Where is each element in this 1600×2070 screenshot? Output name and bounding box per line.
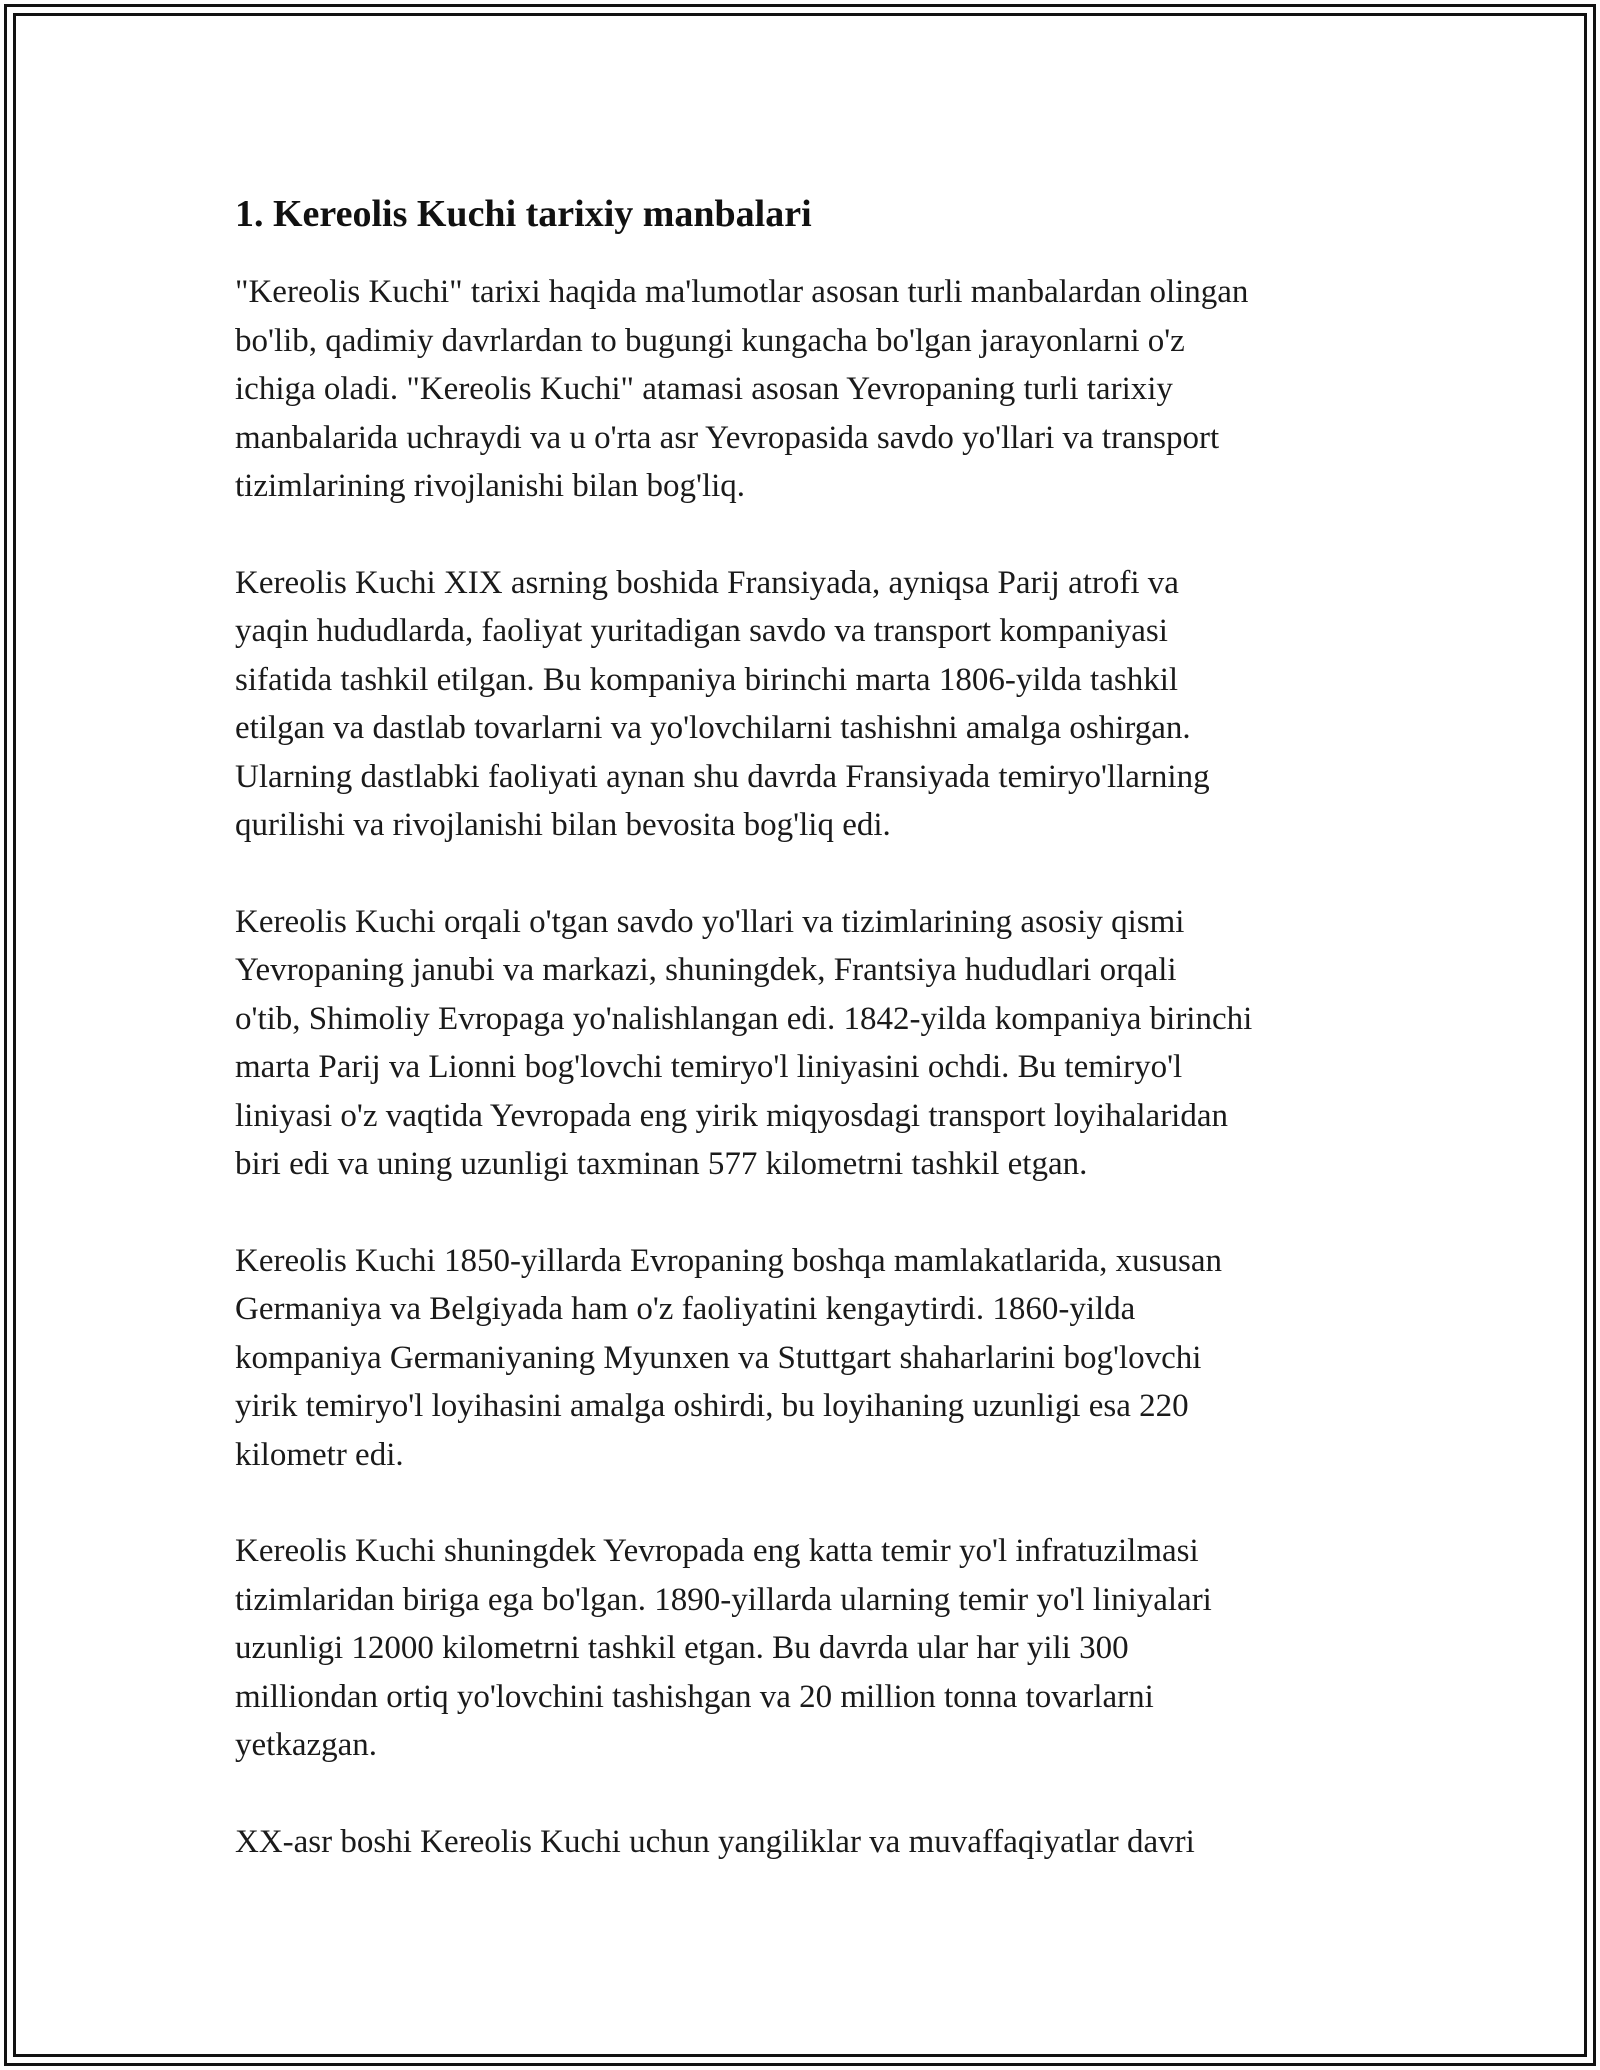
document-body [235, 186, 1375, 1914]
paragraph-3: Kereolis Kuchi orqali o'tgan savdo yo'llari va tizimlarining asosiy qismi Yevropaning janubi va markazi, shuningdek, Frantsiya hududlari orqali o'tib, Shimoliy Evropaga yo'nalishlangan edi. 1842-yilda kompaniya birinchi marta Parij va Lionni bog'lovchi temiryo'l liniyasini ochdi. Bu temiryo'l liniyasi o'z vaqtida Yevropada eng yirik miqyosdagi transport loyihalaridan biri edi va uning uzunligi taxminan 577 kilometrni tashkil etgan. [235, 903, 1253, 1182]
paragraph-2: Kereolis Kuchi XIX asrning boshida Fransiyada, ayniqsa Parij atrofi va yaqin hududlarda, faoliyat yuritadigan savdo va transport kompaniyasi sifatida tashkil etilgan. Bu kompaniya birinchi marta 1806-yilda tashkil etilgan va dastlab tovarlarni va yo'lovchilarni tashishni amalga oshirgan. Ularning dastlabki faoliyati aynan shu davrda Fransiyada temiryo'llarning qurilishi va rivojlanishi bilan bevosita bog'liq edi. [235, 564, 1210, 843]
paragraph-4: Kereolis Kuchi 1850-yillarda Evropaning boshqa mamlakatlarida, xususan Germaniya va Belgiyada ham o'z faoliyatini kengaytirdi. 1860-yilda kompaniya Germaniyaning Myunxen va Stuttgart shaharlarini bog'lovchi yirik temiryo'l loyihasini amalga oshirdi, bu loyihaning uzunligi esa 220 kilometr edi. [235, 1242, 1222, 1473]
paragraph-1: "Kereolis Kuchi" tarixi haqida ma'lumotlar asosan turli manbalardan olingan bo'lib, qadimiy davrlardan to bugungi kungacha bo'lgan jarayonlarni o'z ichiga oladi. "Kereolis Kuchi" atamasi asosan Yevropaning turli tarixiy manbalarida uchraydi va u o'rta asr Yevropasida savdo yo'llari va transport tizimlarining rivojlanishi bilan bog'liq. [235, 274, 1249, 504]
paragraph-6: XX-asr boshi Kereolis Kuchi uchun yangiliklar va muvaffaqiyatlar davri [235, 1823, 1195, 1860]
paragraph-5: Kereolis Kuchi shuningdek Yevropada eng katta temir yo'l infratuzilmasi tizimlaridan biriga ega bo'lgan. 1890-yillarda ularning temir yo'l liniyalari uzunligi 12000 kilometrni tashkil etgan. Bu davrda ular har yili 300 milliondan ortiq yo'lovchini tashishgan va 20 million tonna tovarlarni yetkazgan. [235, 1533, 1212, 1763]
section-heading: 1. Kereolis Kuchi tarixiy manbalari [235, 193, 812, 235]
